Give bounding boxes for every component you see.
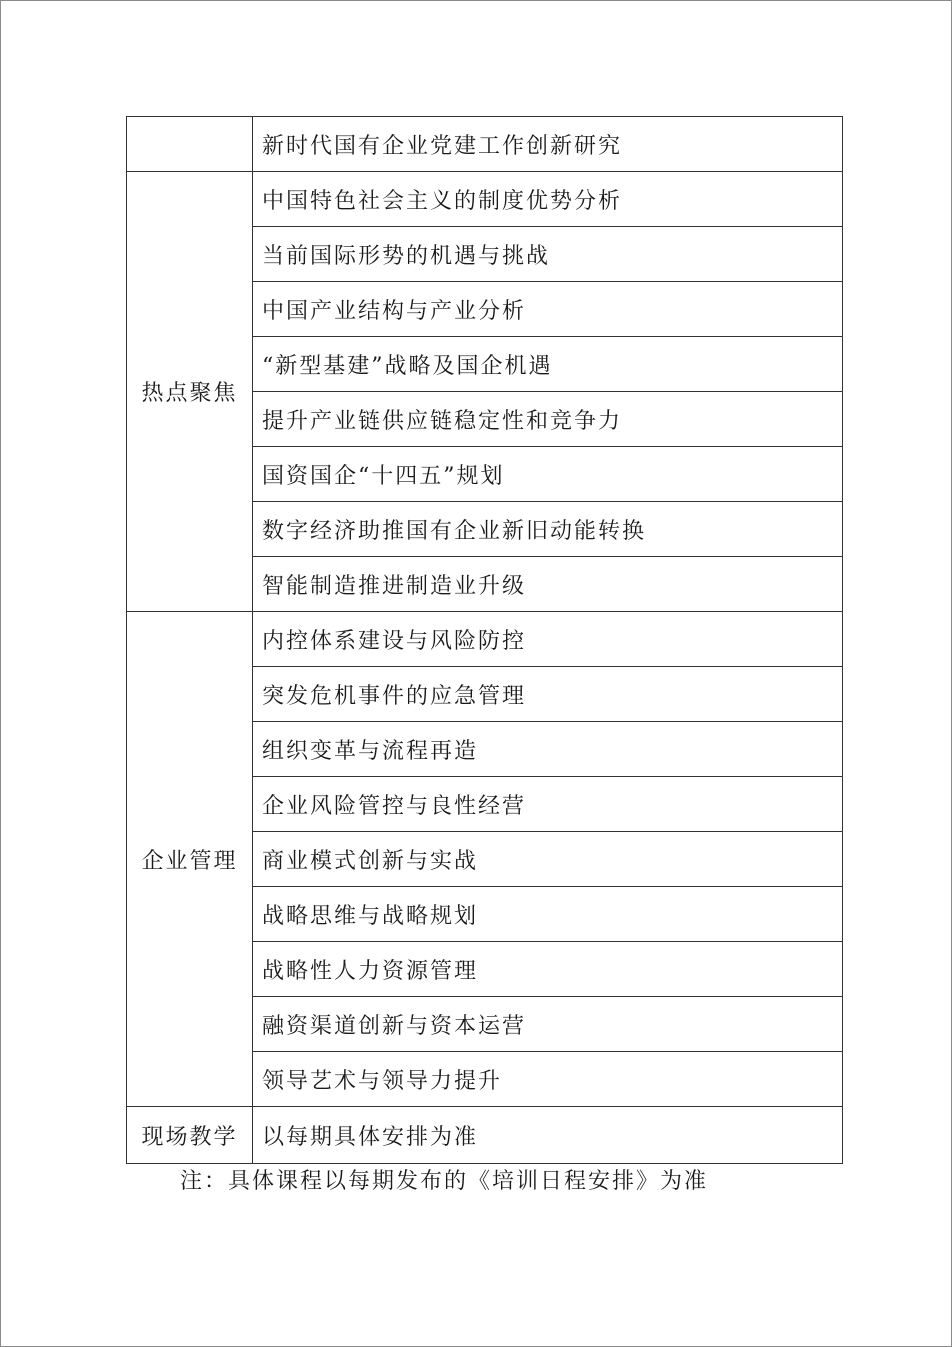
course-cell: 领导艺术与领导力提升 bbox=[253, 1052, 843, 1107]
course-cell: 突发危机事件的应急管理 bbox=[253, 667, 843, 722]
course-cell: 战略思维与战略规划 bbox=[253, 887, 843, 942]
course-cell: 智能制造推进制造业升级 bbox=[253, 557, 843, 612]
category-cell-enterprise-management: 企业管理 bbox=[127, 612, 253, 1107]
course-cell: 战略性人力资源管理 bbox=[253, 942, 843, 997]
table-row bbox=[127, 1107, 843, 1164]
course-cell: 数字经济助推国有企业新旧动能转换 bbox=[253, 502, 843, 557]
curriculum-table bbox=[126, 116, 843, 1164]
course-cell: 组织变革与流程再造 bbox=[253, 722, 843, 777]
category-cell bbox=[127, 117, 253, 172]
table-row bbox=[127, 117, 843, 172]
category-cell-hot-topics: 热点聚焦 bbox=[127, 172, 253, 612]
course-cell: 提升产业链供应链稳定性和竞争力 bbox=[253, 392, 843, 447]
table-row bbox=[127, 612, 843, 667]
table-row bbox=[127, 172, 843, 227]
footnote: 注：具体课程以每期发布的《培训日程安排》为准 bbox=[180, 1169, 709, 1194]
course-cell: 融资渠道创新与资本运营 bbox=[253, 997, 843, 1052]
category-cell-field-teaching: 现场教学 bbox=[127, 1107, 253, 1164]
course-cell: 当前国际形势的机遇与挑战 bbox=[253, 227, 843, 282]
course-cell: 企业风险管控与良性经营 bbox=[253, 777, 843, 832]
course-cell: 商业模式创新与实战 bbox=[253, 832, 843, 887]
course-cell: 国资国企“十四五”规划 bbox=[253, 447, 843, 502]
course-cell: 内控体系建设与风险防控 bbox=[253, 612, 843, 667]
course-cell: 新时代国有企业党建工作创新研究 bbox=[253, 117, 843, 172]
course-cell: 中国特色社会主义的制度优势分析 bbox=[253, 172, 843, 227]
course-cell: “新型基建”战略及国企机遇 bbox=[253, 337, 843, 392]
course-cell: 中国产业结构与产业分析 bbox=[253, 282, 843, 337]
course-cell: 以每期具体安排为准 bbox=[253, 1107, 843, 1164]
